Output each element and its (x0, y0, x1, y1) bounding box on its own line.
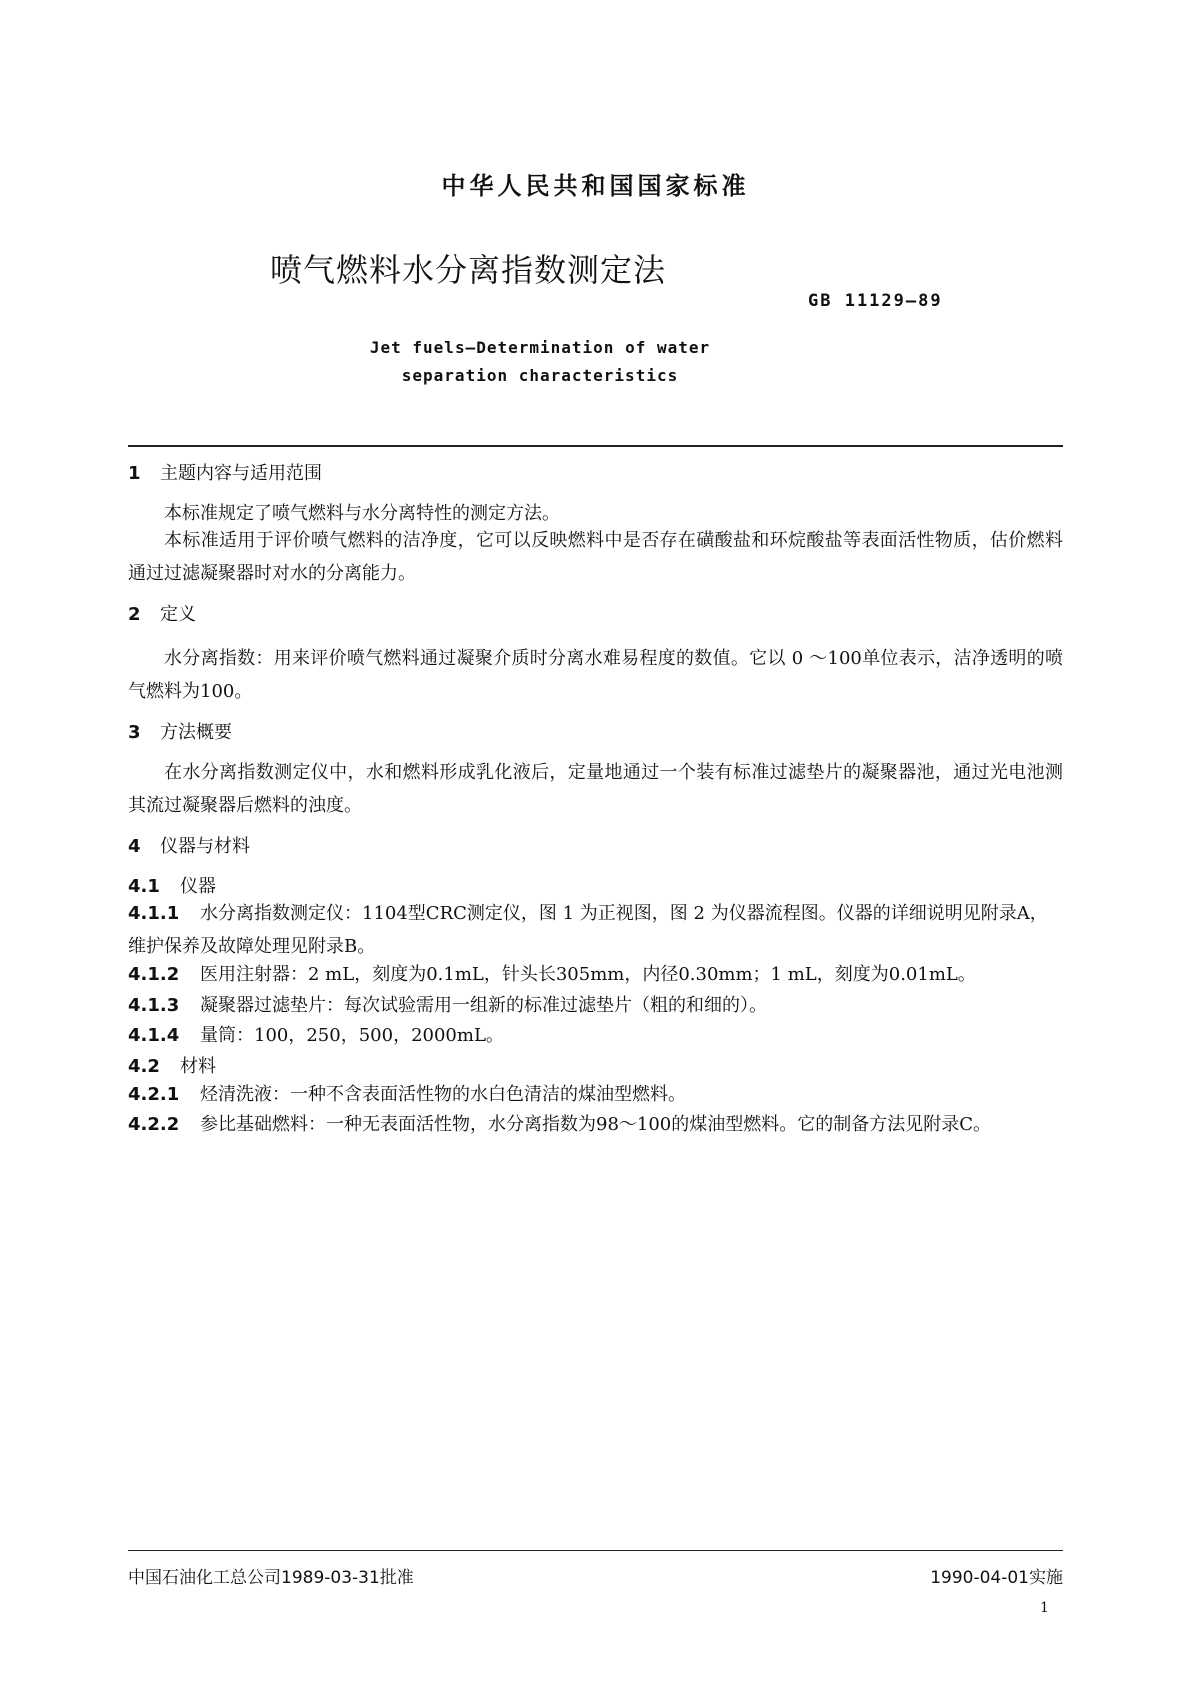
header-divider (128, 445, 1063, 447)
subsection-4-2-heading (128, 1052, 216, 1078)
title-en-line-1: Jet fuels—Determination of water (369, 338, 711, 357)
subsection-title: 材料 (180, 1056, 216, 1077)
section-3-heading (128, 718, 232, 744)
section-number: 4 (128, 836, 141, 857)
item-text: 参比基础燃料：一种无表面活性物，水分离指数为98～100的煤油型燃料。它的制备方法见附录C。 (200, 1114, 992, 1135)
section-title: 定义 (160, 604, 196, 625)
item-4-2-2 (128, 1108, 1063, 1141)
section-4-heading (128, 832, 250, 858)
subsection-number: 4.2 (128, 1056, 160, 1077)
section-1-heading (128, 459, 322, 485)
section-1-paragraph-2: 本标准适用于评价喷气燃料的洁净度，它可以反映燃料中是否存在磺酸盐和环烷酸盐等表面活性物质，估价燃料通过过滤凝聚器时对水的分离能力。 (128, 530, 1063, 584)
section-2-paragraph-1: 水分离指数：用来评价喷气燃料通过凝聚介质时分离水难易程度的数值。它以 0 ～100单位表示，洁净透明的喷气燃料为100。 (128, 648, 1063, 702)
footer-divider (128, 1550, 1063, 1551)
subsection-4-1-heading (128, 872, 216, 898)
document-title-cn: 喷气燃料水分离指数测定法 (270, 251, 667, 289)
item-4-1-1 (128, 897, 1063, 963)
subsection-number: 4.1 (128, 876, 160, 897)
item-4-1-2 (128, 958, 1063, 991)
item-text: 水分离指数测定仪：1104型CRC测定仪，图 1 为正视图，图 2 为仪器流程图。仪器的详细说明见附录A，维护保养及故障处理见附录B。 (128, 903, 1048, 957)
section-number: 2 (128, 604, 141, 625)
item-number: 4.2.1 (128, 1084, 180, 1105)
section-title: 主题内容与适用范围 (160, 463, 322, 484)
approval-line: 中国石油化工总公司1989-03-31批准 (128, 1568, 414, 1588)
standard-code: GB 11129—89 (808, 291, 943, 311)
section-title: 仪器与材料 (160, 836, 250, 857)
item-text: 量筒：100，250，500，2000mL。 (200, 1025, 504, 1046)
item-text: 烃清洗液：一种不含表面活性物的水白色清洁的煤油型燃料。 (200, 1084, 686, 1105)
section-title: 方法概要 (160, 722, 232, 743)
item-number: 4.1.2 (128, 964, 180, 985)
item-text: 医用注射器：2 mL，刻度为0.1mL，针头长305mm，内径0.30mm；1 mL，刻度为0.01mL。 (200, 964, 976, 985)
section-1-paragraph-1: 本标准规定了喷气燃料与水分离特性的测定方法。 (164, 503, 560, 524)
item-4-1-3 (128, 989, 1063, 1022)
implementation-date: 1990-04-01实施 (930, 1568, 1063, 1588)
document-title-en (300, 334, 780, 390)
section-2-heading (128, 600, 196, 626)
item-number: 4.2.2 (128, 1114, 180, 1135)
section-3-paragraph-1: 在水分离指数测定仪中，水和燃料形成乳化液后，定量地通过一个装有标准过滤垫片的凝聚器池，通过光电池测其流过凝聚器后燃料的浊度。 (128, 762, 1063, 816)
item-text: 凝聚器过滤垫片：每次试验需用一组新的标准过滤垫片（粗的和细的）。 (200, 995, 767, 1016)
subsection-title: 仪器 (180, 876, 216, 897)
title-en-line-2: separation characteristics (401, 366, 679, 385)
section-number: 3 (128, 722, 141, 743)
national-standard-heading: 中华人民共和国国家标准 (441, 172, 750, 200)
section-number: 1 (128, 463, 141, 484)
item-number: 4.1.1 (128, 903, 180, 924)
item-number: 4.1.3 (128, 995, 180, 1016)
item-4-1-4 (128, 1019, 1063, 1052)
item-4-2-1 (128, 1078, 1063, 1111)
page-number: 1 (1040, 1600, 1049, 1616)
item-number: 4.1.4 (128, 1025, 180, 1046)
